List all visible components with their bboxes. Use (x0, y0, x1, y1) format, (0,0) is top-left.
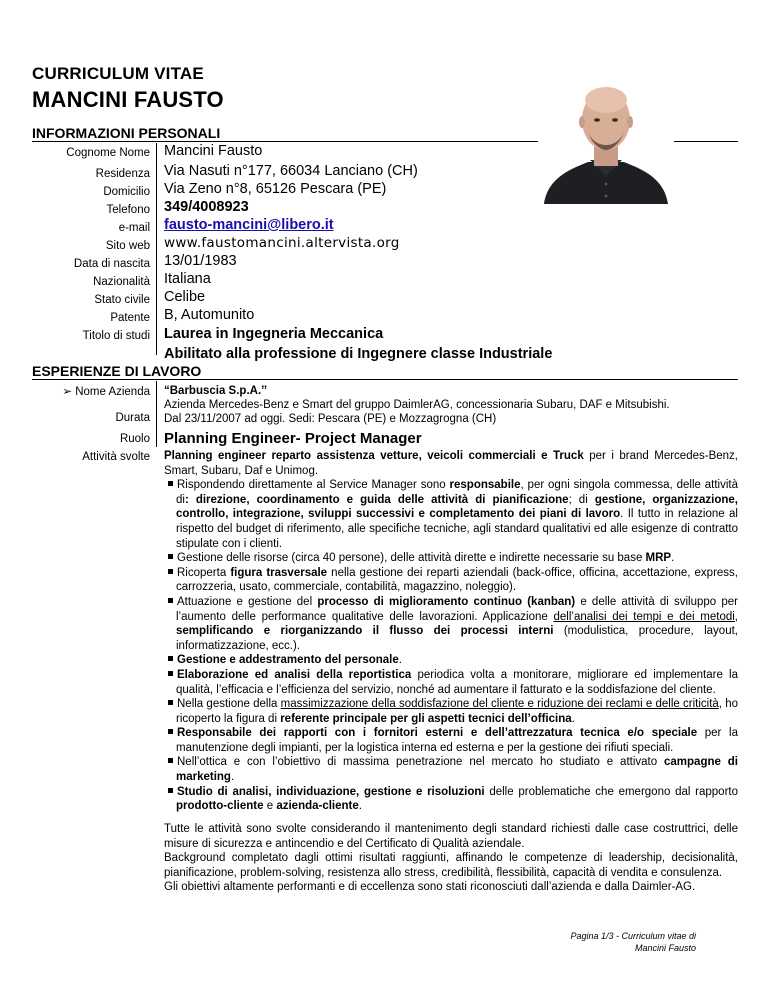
list-item: Studio di analisi, individuazione, gestione e risoluzioni delle problematiche che emergono dal rapporto prodotto-cliente e azienda-cliente. (164, 785, 738, 814)
label-domicilio: Domicilio (103, 186, 150, 198)
profile-photo (538, 76, 674, 204)
website-link[interactable]: www.faustomancini.altervista.org (164, 235, 400, 251)
label-durata: Durata (115, 412, 150, 424)
list-item: Responsabile dei rapporti con i fornitori esterni e dell’attrezzatura tecnica e/o speciale per la manutenzione degli impianti, per la logistica interna ed esterna e per la gestione dei rifiuti speciali. (164, 726, 738, 755)
section-divider-experience (32, 379, 738, 380)
square-bullet-icon (168, 788, 173, 793)
label-patente: Patente (110, 312, 150, 324)
activities-intro: Planning engineer reparto assistenza vetture, veicoli commerciali e Truck per i brand Mercedes-Benz, Smart, Subaru, Daf e Unimog. (164, 450, 738, 477)
value-domicilio: Via Zeno n°8, 65126 Pescara (PE) (164, 181, 387, 197)
label-telefono: Telefono (106, 204, 150, 216)
square-bullet-icon (168, 554, 173, 559)
label-stato-civile: Stato civile (94, 294, 150, 306)
value-cognome-nome: Mancini Fausto (164, 143, 263, 159)
value-ruolo: Planning Engineer- Project Manager (164, 430, 422, 447)
value-patente: B, Automunito (164, 307, 255, 323)
footer-page-number: Pagina 1/3 - Curriculum vitae di (570, 931, 696, 941)
label-ruolo: Ruolo (119, 433, 150, 445)
list-item: Rispondendo direttamente al Service Manager sono responsabile, per ogni singola commessa, delle attività di: direzione, coordinamento e guida delle attività di pianificazione; di gestione, organizzazione, controllo, integrazione, sviluppi successivi e completamento dei piani di lavoro. Il tutto in relazione al rispetto del budget di riferimento, alle specifiche tecniche, agli standard qualitativi ed alle esigenze di contratto stipulate con i clienti. (164, 478, 738, 551)
value-abilitazione: Abilitato alla professione di Ingegnere classe Industriale (164, 346, 553, 362)
footer-author: Mancini Fausto (634, 943, 696, 953)
document-title: CURRICULUM VITAE (32, 64, 204, 83)
value-stato-civile: Celibe (164, 289, 206, 305)
page-footer (570, 930, 696, 954)
value-residenza: Via Nasuti n°177, 66034 Lanciano (CH) (164, 163, 418, 179)
experience-vertical-rule (156, 381, 157, 447)
arrow-bullet-icon: ➢ (62, 386, 76, 398)
list-item: Nell’ottica e con l’obiettivo di massima penetrazione nel mercato ho studiato e attivato campagne di marketing. (164, 755, 738, 784)
value-data-nascita: 13/01/1983 (164, 253, 237, 269)
value-titolo-studi: Laurea in Ingegneria Meccanica (164, 326, 384, 342)
label-cognome-nome: Cognome Nome (66, 147, 150, 159)
section-title-personal: INFORMAZIONI PERSONALI (32, 125, 221, 141)
label-nome-azienda (32, 384, 150, 398)
square-bullet-icon (168, 729, 173, 734)
candidate-name: MANCINI FAUSTO (32, 87, 224, 112)
square-bullet-icon (168, 481, 173, 486)
activities-description (164, 449, 738, 814)
company-description: Azienda Mercedes-Benz e Smart del gruppo DaimlerAG, concessionaria Subaru, DAF e Mitsubishi. (164, 399, 670, 411)
summary-paragraph-3: Gli obiettivi altamente performanti e di eccellenza sono stati riconosciuti dall’azienda e dalla Daimler-AG. (164, 881, 696, 894)
section-title-experience: ESPERIENZE DI LAVORO (32, 363, 202, 379)
label-data-nascita: Data di nascita (73, 258, 150, 270)
label-email: e-mail (118, 222, 150, 234)
label-sito-web: Sito web (105, 240, 150, 252)
summary-paragraph-1: Tutte le attività sono svolte considerando il mantenimento degli standard richiesti dalle case costruttrici, delle misure di sicurezza e antincendio e del Certificato di Qualità aziendale. (164, 823, 738, 850)
square-bullet-icon (168, 569, 173, 574)
personal-vertical-rule (156, 143, 157, 355)
list-item: Attuazione e gestione del processo di miglioramento continuo (kanban) e delle attività di sviluppo per l’aumento delle performance qualitative delle lavorazioni. Applicazione dell’analisi dei tempi e dei metodi, semplificando e riorganizzando il flusso dei processi interni (modulistica, procedure, layout, informatizzazione, ecc.). (164, 595, 738, 653)
square-bullet-icon (168, 598, 173, 603)
square-bullet-icon (168, 671, 173, 676)
value-telefono: 349/4008923 (164, 199, 249, 215)
label-residenza: Residenza (95, 168, 150, 180)
square-bullet-icon (168, 700, 173, 705)
list-item: Gestione e addestramento del personale. (164, 653, 738, 668)
list-item: Ricoperta figura trasversale nella gestione dei reparti aziendali (back-office, officina, accettazione, express, carrozzeria, usato, commerciale, contabilità, magazzino, noleggio). (164, 566, 738, 595)
summary-paragraph-2: Background completato dagli ottimi risultati raggiunti, affinando le competenze di leadership, decisionalità, pianificazione, problem-solving, resistenza allo stress, credibilità, flessibilità, capacità di vendita e consulenza. (164, 852, 738, 879)
label-attivita: Attività svolte (82, 451, 150, 463)
company-label-text: Nome Azienda (75, 386, 150, 398)
list-item: Nella gestione della massimizzazione della soddisfazione del cliente e riduzione dei reclami e delle criticità, ho ricoperto la figura di referente principale per gli aspetti tecnici dell’officina. (164, 697, 738, 726)
label-nazionalita: Nazionalità (93, 276, 150, 288)
portrait-image (538, 76, 674, 204)
square-bullet-icon (168, 758, 173, 763)
email-link[interactable]: fausto-mancini@libero.it (164, 217, 334, 233)
square-bullet-icon (168, 656, 173, 661)
list-item: Elaborazione ed analisi della reportistica periodica volta a monitorare, migliorare ed implementare la qualità, l’efficacia e l’efficienza del servizio, nonché ad aumentare il fatturato e la soddisfazione del cliente. (164, 668, 738, 697)
company-name: “Barbuscia S.p.A.’’ (164, 385, 268, 397)
activities-summary (164, 822, 738, 895)
label-titolo-studi: Titolo di studi (82, 330, 150, 342)
list-item: Gestione delle risorse (circa 40 persone), delle attività dirette e indirette necessarie su base MRP. (164, 551, 738, 566)
value-nazionalita: Italiana (164, 271, 211, 287)
value-durata: Dal 23/11/2007 ad oggi. Sedi: Pescara (PE) e Mozzagrogna (CH) (164, 413, 497, 425)
